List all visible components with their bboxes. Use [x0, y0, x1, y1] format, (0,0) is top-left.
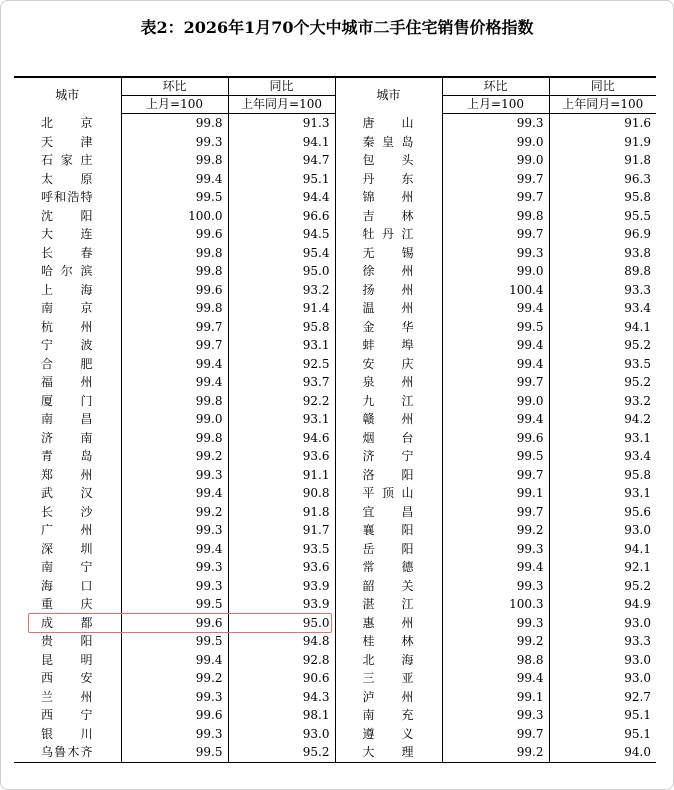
mom-value-right: 99.4	[442, 558, 549, 577]
mom-value-right: 99.5	[442, 318, 549, 337]
yoy-value-left: 94.7	[228, 151, 335, 170]
yoy-value-left: 90.8	[228, 484, 335, 503]
table-row	[14, 503, 656, 522]
table-row	[14, 244, 656, 263]
city-name-right: 北 海	[335, 651, 442, 670]
yoy-value-left: 94.6	[228, 429, 335, 448]
mom-value-left: 99.8	[121, 299, 228, 318]
mom-value-left: 99.7	[121, 318, 228, 337]
city-name-left: 兰 州	[41, 689, 93, 704]
city-name-right: 温 州	[335, 299, 442, 318]
table-row	[14, 281, 656, 300]
mom-value-right: 99.2	[442, 521, 549, 540]
yoy-value-left: 95.4	[228, 244, 335, 263]
mom-value-left: 99.3	[121, 466, 228, 485]
table-row	[14, 614, 656, 633]
city-name-right: 烟 台	[335, 429, 442, 448]
yoy-value-right: 94.1	[549, 318, 656, 337]
city-name-right: 平顶山	[335, 484, 442, 503]
city-name-left: 深 圳	[41, 541, 93, 556]
mom-value-right: 99.3	[442, 114, 549, 133]
yoy-value-right: 94.2	[549, 410, 656, 429]
mom-value-left: 99.5	[121, 632, 228, 651]
header-mom-left: 环比	[121, 77, 228, 96]
city-name-left: 长 春	[41, 245, 93, 260]
yoy-value-left: 94.5	[228, 225, 335, 244]
mom-value-left: 99.4	[121, 651, 228, 670]
city-name-left: 杭 州	[41, 319, 93, 334]
city-name-right: 蚌 埠	[335, 336, 442, 355]
yoy-value-left: 91.1	[228, 466, 335, 485]
yoy-value-left: 91.3	[228, 114, 335, 133]
mom-value-left: 99.5	[121, 188, 228, 207]
yoy-value-right: 95.1	[549, 706, 656, 725]
city-name-right: 遵 义	[335, 725, 442, 744]
city-name-left: 武 汉	[41, 486, 93, 500]
yoy-value-left: 92.8	[228, 651, 335, 670]
city-name-left: 济 南	[41, 430, 93, 445]
yoy-value-right: 96.3	[549, 170, 656, 189]
city-name-left: 石家庄	[41, 153, 93, 167]
mom-value-left: 99.8	[121, 429, 228, 448]
table-row	[14, 188, 656, 207]
header-yoy-base-right: 上年同月=100	[549, 96, 656, 114]
city-name-right: 岳 阳	[335, 540, 442, 559]
yoy-value-right: 95.1	[549, 725, 656, 744]
city-name-right: 赣 州	[335, 410, 442, 429]
mom-value-right: 99.3	[442, 706, 549, 725]
city-name-right: 惠 州	[335, 614, 442, 633]
city-name-left: 沈 阳	[41, 208, 93, 223]
city-name-left: 合 肥	[41, 356, 93, 371]
city-name-right: 金 华	[335, 318, 442, 337]
yoy-value-right: 93.0	[549, 614, 656, 633]
yoy-value-right: 93.0	[549, 521, 656, 540]
mom-value-right: 99.7	[442, 466, 549, 485]
yoy-value-left: 95.2	[228, 743, 335, 762]
yoy-value-right: 95.8	[549, 466, 656, 485]
mom-value-right: 99.7	[442, 225, 549, 244]
mom-value-right: 99.3	[442, 540, 549, 559]
city-name-right: 湛 江	[335, 595, 442, 614]
mom-value-left: 99.6	[121, 281, 228, 300]
mom-value-right: 99.3	[442, 244, 549, 263]
mom-value-right: 99.2	[442, 632, 549, 651]
city-name-left: 银 川	[41, 726, 93, 741]
table-row	[14, 632, 656, 651]
yoy-value-left: 95.8	[228, 318, 335, 337]
header-yoy-base-left: 上年同月=100	[228, 96, 335, 114]
city-name-left: 南 宁	[41, 560, 93, 574]
mom-value-right: 99.7	[442, 373, 549, 392]
yoy-value-left: 93.9	[228, 595, 335, 614]
mom-value-left: 99.3	[121, 133, 228, 152]
city-name-left: 西 宁	[41, 708, 93, 722]
yoy-value-left: 96.6	[228, 207, 335, 226]
mom-value-left: 99.0	[121, 410, 228, 429]
mom-value-right: 99.1	[442, 484, 549, 503]
mom-value-right: 99.6	[442, 429, 549, 448]
table-row	[14, 706, 656, 725]
mom-value-left: 99.6	[121, 706, 228, 725]
mom-value-right: 99.3	[442, 614, 549, 633]
mom-value-right: 99.5	[442, 447, 549, 466]
yoy-value-left: 94.1	[228, 133, 335, 152]
city-name-right: 洛 阳	[335, 466, 442, 485]
mom-value-right: 99.4	[442, 355, 549, 374]
price-index-table	[14, 76, 656, 763]
mom-value-right: 99.0	[442, 133, 549, 152]
yoy-value-left: 93.6	[228, 447, 335, 466]
yoy-value-right: 93.4	[549, 299, 656, 318]
city-name-left: 宁 波	[41, 338, 93, 352]
yoy-value-left: 95.1	[228, 170, 335, 189]
city-name-left: 大 连	[41, 227, 93, 241]
yoy-value-right: 93.5	[549, 355, 656, 374]
mom-value-left: 99.6	[121, 225, 228, 244]
yoy-value-right: 93.0	[549, 651, 656, 670]
mom-value-left: 99.6	[121, 614, 228, 633]
table-row	[14, 410, 656, 429]
city-name-right: 唐 山	[335, 114, 442, 133]
yoy-value-right: 95.5	[549, 207, 656, 226]
table-row	[14, 318, 656, 337]
city-name-left: 海 口	[41, 578, 93, 593]
city-name-left: 青 岛	[41, 449, 93, 463]
yoy-value-left: 91.4	[228, 299, 335, 318]
table-row	[14, 669, 656, 688]
city-name-right: 锦 州	[335, 188, 442, 207]
table-row	[14, 225, 656, 244]
mom-value-right: 99.7	[442, 188, 549, 207]
mom-value-left: 99.8	[121, 244, 228, 263]
mom-value-right: 100.4	[442, 281, 549, 300]
mom-value-left: 99.7	[121, 336, 228, 355]
table-row	[14, 151, 656, 170]
yoy-value-right: 91.6	[549, 114, 656, 133]
table-body	[14, 114, 656, 763]
city-name-left: 郑 州	[41, 467, 93, 482]
table-row	[14, 466, 656, 485]
table-row	[14, 521, 656, 540]
mom-value-right: 99.0	[442, 262, 549, 281]
yoy-value-left: 91.7	[228, 521, 335, 540]
header-mom-right: 环比	[442, 77, 549, 96]
mom-value-left: 99.8	[121, 114, 228, 133]
yoy-value-right: 92.1	[549, 558, 656, 577]
mom-value-right: 99.7	[442, 503, 549, 522]
mom-value-right: 98.8	[442, 651, 549, 670]
yoy-value-right: 93.8	[549, 244, 656, 263]
yoy-value-right: 94.0	[549, 743, 656, 762]
yoy-value-left: 92.5	[228, 355, 335, 374]
table-row	[14, 336, 656, 355]
city-name-right: 安 庆	[335, 355, 442, 374]
mom-value-right: 99.0	[442, 151, 549, 170]
mom-value-left: 99.8	[121, 262, 228, 281]
yoy-value-left: 93.1	[228, 410, 335, 429]
mom-value-right: 99.2	[442, 743, 549, 762]
yoy-value-right: 91.9	[549, 133, 656, 152]
header-mom-base-left: 上月=100	[121, 96, 228, 114]
yoy-value-right: 95.2	[549, 336, 656, 355]
mom-value-left: 99.4	[121, 170, 228, 189]
header-mom-base-right: 上月=100	[442, 96, 549, 114]
city-name-left: 哈尔滨	[41, 264, 93, 278]
table-row	[14, 595, 656, 614]
mom-value-right: 99.4	[442, 336, 549, 355]
yoy-value-left: 98.1	[228, 706, 335, 725]
city-name-left: 长 沙	[41, 504, 93, 519]
mom-value-left: 99.4	[121, 355, 228, 374]
yoy-value-right: 93.1	[549, 484, 656, 503]
mom-value-left: 99.4	[121, 373, 228, 392]
mom-value-left: 99.2	[121, 503, 228, 522]
city-name-right: 常 德	[335, 558, 442, 577]
table-row	[14, 540, 656, 559]
yoy-value-right: 94.1	[549, 540, 656, 559]
city-name-left: 成 都	[41, 615, 93, 630]
yoy-value-right: 94.9	[549, 595, 656, 614]
mom-value-right: 99.0	[442, 392, 549, 411]
city-name-right: 济 宁	[335, 447, 442, 466]
yoy-value-right: 92.7	[549, 688, 656, 707]
yoy-value-left: 95.0	[228, 262, 335, 281]
city-name-right: 大 理	[335, 743, 442, 762]
yoy-value-left: 94.8	[228, 632, 335, 651]
table-row	[14, 373, 656, 392]
city-name-left: 南 京	[41, 301, 93, 315]
yoy-value-right: 93.4	[549, 447, 656, 466]
table-row	[14, 577, 656, 596]
mom-value-right: 99.7	[442, 725, 549, 744]
header-city-right: 城市	[335, 77, 442, 114]
yoy-value-right: 93.3	[549, 281, 656, 300]
table-row	[14, 299, 656, 318]
table-row	[14, 133, 656, 152]
city-name-right: 丹 东	[335, 170, 442, 189]
yoy-value-left: 91.8	[228, 503, 335, 522]
city-name-right: 三 亚	[335, 669, 442, 688]
table-title: 表2：2026年1月70个大中城市二手住宅销售价格指数	[140, 18, 534, 37]
mom-value-left: 99.2	[121, 669, 228, 688]
city-name-right: 桂 林	[335, 632, 442, 651]
table-row	[14, 743, 656, 762]
table-row	[14, 651, 656, 670]
yoy-value-right: 93.0	[549, 669, 656, 688]
yoy-value-left: 92.2	[228, 392, 335, 411]
city-name-right: 秦皇岛	[335, 133, 442, 152]
table-row	[14, 429, 656, 448]
city-name-right: 吉 林	[335, 207, 442, 226]
city-name-right: 无 锡	[335, 244, 442, 263]
mom-value-left: 99.4	[121, 540, 228, 559]
table-row	[14, 688, 656, 707]
yoy-value-right: 93.2	[549, 392, 656, 411]
yoy-value-left: 93.2	[228, 281, 335, 300]
yoy-value-right: 95.6	[549, 503, 656, 522]
mom-value-right: 99.7	[442, 170, 549, 189]
mom-value-right: 99.4	[442, 410, 549, 429]
city-name-left: 呼和浩特	[41, 190, 93, 204]
mom-value-right: 99.4	[442, 669, 549, 688]
table-row	[14, 447, 656, 466]
city-name-right: 徐 州	[335, 262, 442, 281]
city-name-left: 上 海	[41, 282, 93, 297]
city-name-left: 太 原	[41, 171, 93, 186]
city-name-right: 南 充	[335, 706, 442, 725]
mom-value-right: 99.1	[442, 688, 549, 707]
table-row	[14, 262, 656, 281]
city-name-right: 泸 州	[335, 688, 442, 707]
yoy-value-right: 95.8	[549, 188, 656, 207]
city-name-right: 宜 昌	[335, 503, 442, 522]
city-name-left: 广 州	[41, 523, 93, 537]
yoy-value-left: 94.3	[228, 688, 335, 707]
mom-value-left: 100.0	[121, 207, 228, 226]
table-row	[14, 355, 656, 374]
city-name-left: 厦 门	[41, 393, 93, 408]
yoy-value-right: 95.2	[549, 577, 656, 596]
yoy-value-right: 91.8	[549, 151, 656, 170]
mom-value-left: 99.3	[121, 558, 228, 577]
table-row	[14, 207, 656, 226]
mom-value-left: 99.2	[121, 447, 228, 466]
header-yoy-right: 同比	[549, 77, 656, 96]
mom-value-left: 99.5	[121, 595, 228, 614]
city-name-left: 南 昌	[41, 412, 93, 426]
yoy-value-right: 95.2	[549, 373, 656, 392]
mom-value-right: 100.3	[442, 595, 549, 614]
mom-value-right: 99.4	[442, 299, 549, 318]
table-row	[14, 558, 656, 577]
yoy-value-left: 93.5	[228, 540, 335, 559]
yoy-value-left: 90.6	[228, 669, 335, 688]
city-name-right: 扬 州	[335, 281, 442, 300]
mom-value-right: 99.8	[442, 207, 549, 226]
mom-value-left: 99.4	[121, 484, 228, 503]
yoy-value-left: 93.6	[228, 558, 335, 577]
yoy-value-left: 95.0	[228, 614, 335, 633]
city-name-right: 韶 关	[335, 577, 442, 596]
city-name-right: 泉 州	[335, 373, 442, 392]
yoy-value-right: 96.9	[549, 225, 656, 244]
header-yoy-left: 同比	[228, 77, 335, 96]
table-row	[14, 725, 656, 744]
yoy-value-left: 93.9	[228, 577, 335, 596]
mom-value-left: 99.8	[121, 151, 228, 170]
city-name-right: 九 江	[335, 392, 442, 411]
city-name-left: 北 京	[41, 115, 93, 130]
mom-value-left: 99.3	[121, 688, 228, 707]
city-name-left: 昆 明	[41, 652, 93, 667]
mom-value-left: 99.3	[121, 577, 228, 596]
city-name-right: 襄 阳	[335, 521, 442, 540]
city-name-right: 包 头	[335, 151, 442, 170]
city-name-left: 贵 阳	[41, 634, 93, 648]
city-name-right: 牡丹江	[335, 225, 442, 244]
mom-value-left: 99.3	[121, 725, 228, 744]
city-name-left: 天 津	[41, 134, 93, 149]
yoy-value-right: 89.8	[549, 262, 656, 281]
mom-value-left: 99.5	[121, 743, 228, 762]
city-name-left: 重 庆	[41, 597, 93, 611]
table-row	[14, 484, 656, 503]
mom-value-left: 99.3	[121, 521, 228, 540]
table-row	[14, 114, 656, 133]
yoy-value-left: 93.0	[228, 725, 335, 744]
yoy-value-left: 93.1	[228, 336, 335, 355]
mom-value-right: 99.3	[442, 577, 549, 596]
yoy-value-left: 93.7	[228, 373, 335, 392]
table-row	[14, 392, 656, 411]
city-name-left: 西 安	[41, 671, 93, 685]
header-city-left: 城市	[55, 88, 80, 103]
city-name-left: 福 州	[41, 375, 93, 389]
mom-value-left: 99.8	[121, 392, 228, 411]
yoy-value-right: 93.3	[549, 632, 656, 651]
yoy-value-right: 93.1	[549, 429, 656, 448]
city-name-left: 乌鲁木齐	[41, 745, 93, 759]
yoy-value-left: 94.4	[228, 188, 335, 207]
table-row	[14, 170, 656, 189]
